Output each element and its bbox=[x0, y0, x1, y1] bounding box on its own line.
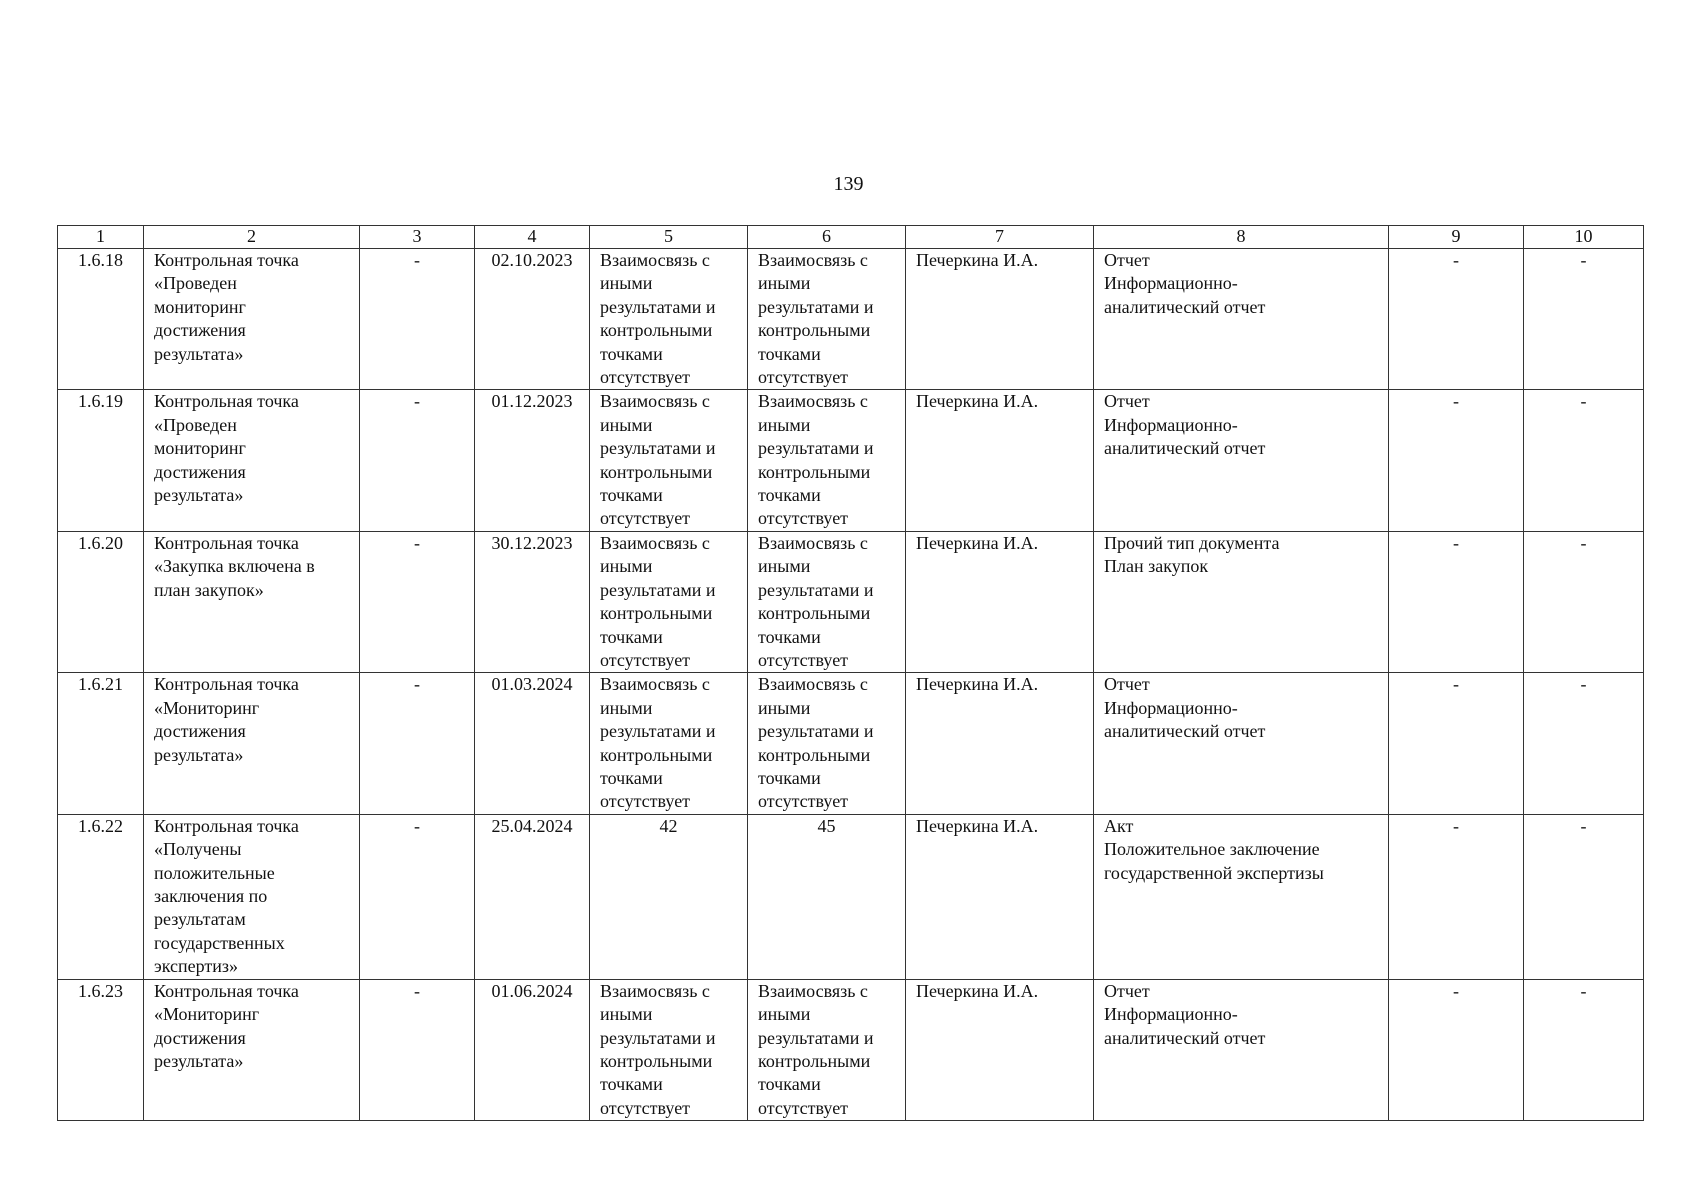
date-cell: 01.03.2024 bbox=[475, 673, 590, 814]
relation-cell-6 bbox=[748, 531, 906, 672]
responsible-person-cell: Печеркина И.А. bbox=[906, 979, 1094, 1120]
control-points-table bbox=[57, 225, 1644, 1121]
relation-cell-5-line: иными bbox=[600, 556, 653, 577]
relation-cell-5-line: контрольными bbox=[600, 320, 713, 341]
relation-cell-5-line: контрольными bbox=[600, 461, 713, 482]
relation-cell-5-line: Взаимосвязь с bbox=[600, 980, 710, 1001]
row-number-cell: 1.6.21 bbox=[58, 673, 144, 814]
control-point-name-cell bbox=[144, 979, 360, 1120]
relation-cell-5-line: отсутствует bbox=[600, 649, 691, 670]
relation-cell-6-line: результатами и bbox=[758, 438, 874, 459]
relation-cell-6-line: отсутствует bbox=[758, 367, 849, 388]
row-number-cell: 1.6.22 bbox=[58, 814, 144, 979]
relation-cell-5-line: точками bbox=[600, 1074, 663, 1095]
row-number-cell: 1.6.20 bbox=[58, 531, 144, 672]
relation-cell-5 bbox=[590, 390, 748, 531]
relation-cell-5 bbox=[590, 531, 748, 672]
column-9-cell: - bbox=[1389, 979, 1524, 1120]
control-point-name-cell-line: Контрольная точка bbox=[154, 532, 299, 553]
relation-cell-5-line: отсутствует bbox=[600, 508, 691, 529]
row-number-cell: 1.6.18 bbox=[58, 249, 144, 390]
relation-cell-6-line: иными bbox=[758, 414, 811, 435]
relation-cell-6-line: Взаимосвязь с bbox=[758, 532, 868, 553]
relation-cell-6-line: результатами и bbox=[758, 721, 874, 742]
relation-cell-5-line: контрольными bbox=[600, 1050, 713, 1071]
control-point-name-cell bbox=[144, 531, 360, 672]
responsible-person-cell: Печеркина И.А. bbox=[906, 814, 1094, 979]
relation-cell-5-line: точками bbox=[600, 485, 663, 506]
document-type-cell-line: Информационно- bbox=[1104, 1004, 1238, 1025]
responsible-person-cell: Печеркина И.А. bbox=[906, 390, 1094, 531]
document-type-cell-line: Информационно- bbox=[1104, 273, 1238, 294]
relation-cell-6-line: отсутствует bbox=[758, 508, 849, 529]
page-number: 139 bbox=[833, 173, 864, 195]
relation-cell-5-line: иными bbox=[600, 414, 653, 435]
document-type-cell-line: Акт bbox=[1104, 815, 1134, 836]
document-type-cell bbox=[1094, 814, 1389, 979]
table-row bbox=[58, 531, 1644, 672]
relation-cell-6 bbox=[748, 249, 906, 390]
relation-cell-6-line: отсутствует bbox=[758, 649, 849, 670]
relation-cell-6-line: контрольными bbox=[758, 461, 871, 482]
relation-cell-6-line: точками bbox=[758, 343, 821, 364]
control-point-name-cell bbox=[144, 249, 360, 390]
document-type-cell-line: Прочий тип документа bbox=[1104, 532, 1280, 553]
relation-cell-5-line: отсутствует bbox=[600, 1097, 691, 1118]
relation-cell-5-line: результатами и bbox=[600, 1027, 716, 1048]
relation-cell-6-line: результатами и bbox=[758, 296, 874, 317]
header-cell-4: 4 bbox=[475, 226, 590, 249]
relation-cell-5-line: иными bbox=[600, 1004, 653, 1025]
relation-cell-5 bbox=[590, 249, 748, 390]
column-10-cell: - bbox=[1524, 390, 1644, 531]
responsible-person-cell: Печеркина И.А. bbox=[906, 249, 1094, 390]
document-type-cell-line: аналитический отчет bbox=[1104, 296, 1266, 317]
document-type-cell-line: Положительное заключение bbox=[1104, 839, 1320, 860]
control-point-name-cell-line: достижения bbox=[154, 721, 246, 742]
relation-cell-6-line: точками bbox=[758, 767, 821, 788]
column-10-cell: - bbox=[1524, 673, 1644, 814]
relation-cell-6-line: иными bbox=[758, 273, 811, 294]
control-point-name-cell-line: план закупок» bbox=[154, 579, 264, 600]
relation-cell-6 bbox=[748, 814, 906, 979]
row-number-cell: 1.6.19 bbox=[58, 390, 144, 531]
column-9-cell: - bbox=[1389, 531, 1524, 672]
table-body bbox=[58, 249, 1644, 1121]
relation-cell-6-line: Взаимосвязь с bbox=[758, 250, 868, 270]
control-point-name-cell-line: мониторинг bbox=[154, 438, 246, 459]
control-point-name-cell-line: Контрольная точка bbox=[154, 250, 299, 270]
relation-cell-5-line: отсутствует bbox=[600, 367, 691, 388]
date-cell: 01.12.2023 bbox=[475, 390, 590, 531]
control-point-name-cell-line: «Закупка включена в bbox=[154, 556, 315, 577]
control-point-name-cell bbox=[144, 390, 360, 531]
control-point-name-cell-line: «Получены bbox=[154, 839, 242, 860]
relation-cell-6-line: точками bbox=[758, 626, 821, 647]
header-row bbox=[58, 226, 1644, 249]
document-type-cell-line: аналитический отчет bbox=[1104, 1027, 1266, 1048]
document-type-cell-line: План закупок bbox=[1104, 556, 1209, 577]
document-type-cell-line: Информационно- bbox=[1104, 414, 1238, 435]
relation-cell-6-line: контрольными bbox=[758, 320, 871, 341]
relation-cell-5-line: контрольными bbox=[600, 603, 713, 624]
column-3-cell: - bbox=[360, 814, 475, 979]
relation-cell-6-line: отсутствует bbox=[758, 1097, 849, 1118]
control-point-name-cell-line: достижения bbox=[154, 320, 246, 341]
column-3-cell: - bbox=[360, 531, 475, 672]
header-cell-10: 10 bbox=[1524, 226, 1644, 249]
control-point-name-cell-line: достижения bbox=[154, 1027, 246, 1048]
table-row bbox=[58, 390, 1644, 531]
header-cell-2: 2 bbox=[144, 226, 360, 249]
date-cell: 25.04.2024 bbox=[475, 814, 590, 979]
header-cell-8: 8 bbox=[1094, 226, 1389, 249]
column-3-cell: - bbox=[360, 390, 475, 531]
control-point-name-cell-line: достижения bbox=[154, 461, 246, 482]
relation-cell-6-line: иными bbox=[758, 697, 811, 718]
document-type-cell-line: Информационно- bbox=[1104, 697, 1238, 718]
relation-cell-5-line: иными bbox=[600, 273, 653, 294]
document-type-cell-line: аналитический отчет bbox=[1104, 721, 1266, 742]
control-point-name-cell-line: результатам bbox=[154, 909, 246, 930]
control-point-name-cell-line: государственных bbox=[154, 932, 285, 953]
header-cell-6: 6 bbox=[748, 226, 906, 249]
relation-cell-6-line: результатами и bbox=[758, 1027, 874, 1048]
date-cell: 02.10.2023 bbox=[475, 249, 590, 390]
control-point-name-cell-line: мониторинг bbox=[154, 296, 246, 317]
column-9-cell: - bbox=[1389, 249, 1524, 390]
relation-cell-6-line: контрольными bbox=[758, 1050, 871, 1071]
header-cell-9: 9 bbox=[1389, 226, 1524, 249]
column-3-cell: - bbox=[360, 249, 475, 390]
table-row bbox=[58, 673, 1644, 814]
relation-cell-6-line: отсутствует bbox=[758, 791, 849, 812]
document-type-cell bbox=[1094, 979, 1389, 1120]
control-point-name-cell-line: Контрольная точка bbox=[154, 674, 299, 695]
relation-cell-5-line: иными bbox=[600, 697, 653, 718]
relation-cell-6 bbox=[748, 673, 906, 814]
control-point-name-cell-line: результата» bbox=[154, 343, 244, 364]
document-type-cell-line: Отчет bbox=[1104, 250, 1150, 270]
table-row bbox=[58, 979, 1644, 1120]
responsible-person-cell: Печеркина И.А. bbox=[906, 673, 1094, 814]
relation-cell-5-line: точками bbox=[600, 767, 663, 788]
header-cell-3: 3 bbox=[360, 226, 475, 249]
control-point-name-cell-line: положительные bbox=[154, 862, 275, 883]
control-point-name-cell-line: Контрольная точка bbox=[154, 815, 299, 836]
column-9-cell: - bbox=[1389, 673, 1524, 814]
relation-cell-6-line: Взаимосвязь с bbox=[758, 674, 868, 695]
control-point-name-cell-line: Контрольная точка bbox=[154, 980, 299, 1001]
relation-cell-5 bbox=[590, 673, 748, 814]
document-type-cell bbox=[1094, 390, 1389, 531]
document-type-cell-line: Отчет bbox=[1104, 391, 1150, 412]
column-10-cell: - bbox=[1524, 979, 1644, 1120]
document-type-cell bbox=[1094, 531, 1389, 672]
relation-cell-6-line: 45 bbox=[817, 815, 836, 836]
control-point-name-cell-line: «Проведен bbox=[154, 414, 237, 435]
relation-cell-6-line: иными bbox=[758, 1004, 811, 1025]
relation-cell-5-line: Взаимосвязь с bbox=[600, 250, 710, 270]
control-point-name-cell-line: экспертиз» bbox=[154, 956, 239, 977]
relation-cell-5 bbox=[590, 979, 748, 1120]
relation-cell-6-line: Взаимосвязь с bbox=[758, 391, 868, 412]
relation-cell-5-line: Взаимосвязь с bbox=[600, 674, 710, 695]
control-point-name-cell-line: Контрольная точка bbox=[154, 391, 299, 412]
relation-cell-6-line: точками bbox=[758, 1074, 821, 1095]
relation-cell-5-line: 42 bbox=[659, 815, 678, 836]
header-cell-1: 1 bbox=[58, 226, 144, 249]
relation-cell-6-line: контрольными bbox=[758, 744, 871, 765]
relation-cell-6-line: точками bbox=[758, 485, 821, 506]
relation-cell-5-line: результатами и bbox=[600, 296, 716, 317]
relation-cell-5-line: Взаимосвязь с bbox=[600, 391, 710, 412]
relation-cell-6 bbox=[748, 390, 906, 531]
control-point-name-cell-line: результата» bbox=[154, 744, 244, 765]
relation-cell-5-line: результатами и bbox=[600, 438, 716, 459]
column-10-cell: - bbox=[1524, 249, 1644, 390]
control-point-name-cell-line: заключения по bbox=[154, 885, 268, 906]
relation-cell-6-line: Взаимосвязь с bbox=[758, 980, 868, 1001]
control-point-name-cell-line: «Мониторинг bbox=[154, 697, 260, 718]
date-cell: 30.12.2023 bbox=[475, 531, 590, 672]
responsible-person-cell: Печеркина И.А. bbox=[906, 531, 1094, 672]
control-point-name-cell bbox=[144, 814, 360, 979]
relation-cell-5-line: точками bbox=[600, 626, 663, 647]
document-type-cell bbox=[1094, 249, 1389, 390]
header-cell-5: 5 bbox=[590, 226, 748, 249]
control-point-name-cell bbox=[144, 673, 360, 814]
control-point-name-cell-line: результата» bbox=[154, 485, 244, 506]
relation-cell-6-line: контрольными bbox=[758, 603, 871, 624]
relation-cell-5 bbox=[590, 814, 748, 979]
column-10-cell: - bbox=[1524, 531, 1644, 672]
column-3-cell: - bbox=[360, 673, 475, 814]
relation-cell-5-line: контрольными bbox=[600, 744, 713, 765]
document-type-cell-line: государственной экспертизы bbox=[1104, 862, 1324, 883]
column-9-cell: - bbox=[1389, 814, 1524, 979]
relation-cell-5-line: результатами и bbox=[600, 721, 716, 742]
relation-cell-6-line: результатами и bbox=[758, 579, 874, 600]
relation-cell-5-line: Взаимосвязь с bbox=[600, 532, 710, 553]
column-9-cell: - bbox=[1389, 390, 1524, 531]
document-type-cell-line: Отчет bbox=[1104, 980, 1150, 1001]
table-row bbox=[58, 249, 1644, 390]
column-10-cell: - bbox=[1524, 814, 1644, 979]
date-cell: 01.06.2024 bbox=[475, 979, 590, 1120]
relation-cell-6-line: иными bbox=[758, 556, 811, 577]
document-type-cell-line: Отчет bbox=[1104, 674, 1150, 695]
control-point-name-cell-line: «Проведен bbox=[154, 273, 237, 294]
control-point-name-cell-line: результата» bbox=[154, 1050, 244, 1071]
relation-cell-5-line: результатами и bbox=[600, 579, 716, 600]
document-type-cell-line: аналитический отчет bbox=[1104, 438, 1266, 459]
document-type-cell bbox=[1094, 673, 1389, 814]
control-point-name-cell-line: «Мониторинг bbox=[154, 1004, 260, 1025]
relation-cell-6 bbox=[748, 979, 906, 1120]
relation-cell-5-line: отсутствует bbox=[600, 791, 691, 812]
column-3-cell: - bbox=[360, 979, 475, 1120]
row-number-cell: 1.6.23 bbox=[58, 979, 144, 1120]
header-cell-7: 7 bbox=[906, 226, 1094, 249]
relation-cell-5-line: точками bbox=[600, 343, 663, 364]
table-row bbox=[58, 814, 1644, 979]
